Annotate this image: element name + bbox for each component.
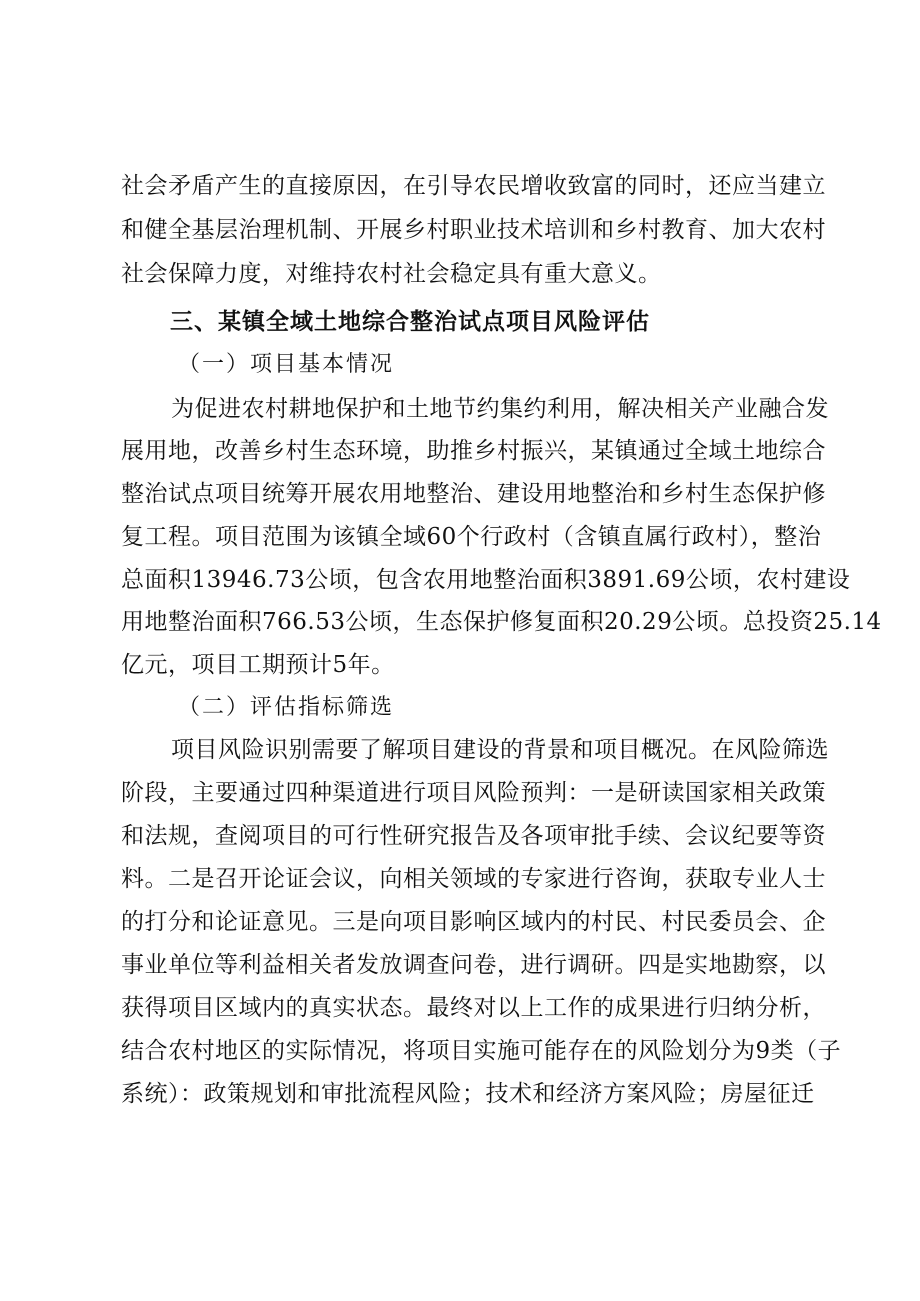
paragraph-line: 和法规，查阅项目的可行性研究报告及各项审批手续、会议纪要等资 xyxy=(121,823,826,849)
section-heading: 三、某镇全域土地综合整治试点项目风险评估 xyxy=(170,309,650,335)
paragraph-line: 事业单位等利益相关者发放调查问卷，进行调研。四是实地勘察，以 xyxy=(121,952,826,978)
paragraph-line: 结合农村地区的实际情况，将项目实施可能存在的风险划分为9类（子 xyxy=(121,1038,842,1064)
paragraph-line: 的打分和论证意见。三是向项目影响区域内的村民、村民委员会、企 xyxy=(121,909,826,935)
paragraph-line: 展用地，改善乡村生态环境，助推乡村振兴，某镇通过全域土地综合 xyxy=(121,438,826,464)
paragraph-line: 亿元，项目工期预计5年。 xyxy=(121,652,395,678)
subsection-heading: （二）评估指标筛选 xyxy=(178,695,395,720)
paragraph-line: 和健全基层治理机制、开展乡村职业技术培训和乡村教育、加大农村 xyxy=(121,217,826,243)
paragraph-line: 复工程。项目范围为该镇全域60个行政村（含镇直属行政村），整治 xyxy=(121,524,822,550)
paragraph-line: 为促进农村耕地保护和土地节约集约利用，解决相关产业融合发 xyxy=(171,396,829,422)
paragraph-line: 阶段，主要通过四种渠道进行项目风险预判：一是研读国家相关政策 xyxy=(121,780,826,806)
paragraph-line: 获得项目区域内的真实状态。最终对以上工作的成果进行归纳分析， xyxy=(121,995,826,1021)
paragraph-line: 社会矛盾产生的直接原因，在引导农民增收致富的同时，还应当建立 xyxy=(121,173,826,199)
paragraph-line: 整治试点项目统筹开展农用地整治、建设用地整治和乡村生态保护修 xyxy=(121,481,826,507)
subsection-heading: （一）项目基本情况 xyxy=(178,352,395,377)
paragraph-line: 项目风险识别需要了解项目建设的背景和项目概况。在风险筛选 xyxy=(171,737,829,763)
paragraph-line: 用地整治面积766.53公顷，生态保护修复面积20.29公顷。总投资25.14 xyxy=(121,609,882,635)
paragraph-line: 料。二是召开论证会议，向相关领域的专家进行咨询，获取专业人士 xyxy=(121,866,826,892)
paragraph-line: 系统）：政策规划和审批流程风险；技术和经济方案风险；房屋征迁 xyxy=(121,1081,815,1107)
paragraph-line: 总面积13946.73公顷，包含农用地整治面积3891.69公顷，农村建设 xyxy=(121,567,851,593)
paragraph-line: 社会保障力度，对维持农村社会稳定具有重大意义。 xyxy=(121,261,662,287)
